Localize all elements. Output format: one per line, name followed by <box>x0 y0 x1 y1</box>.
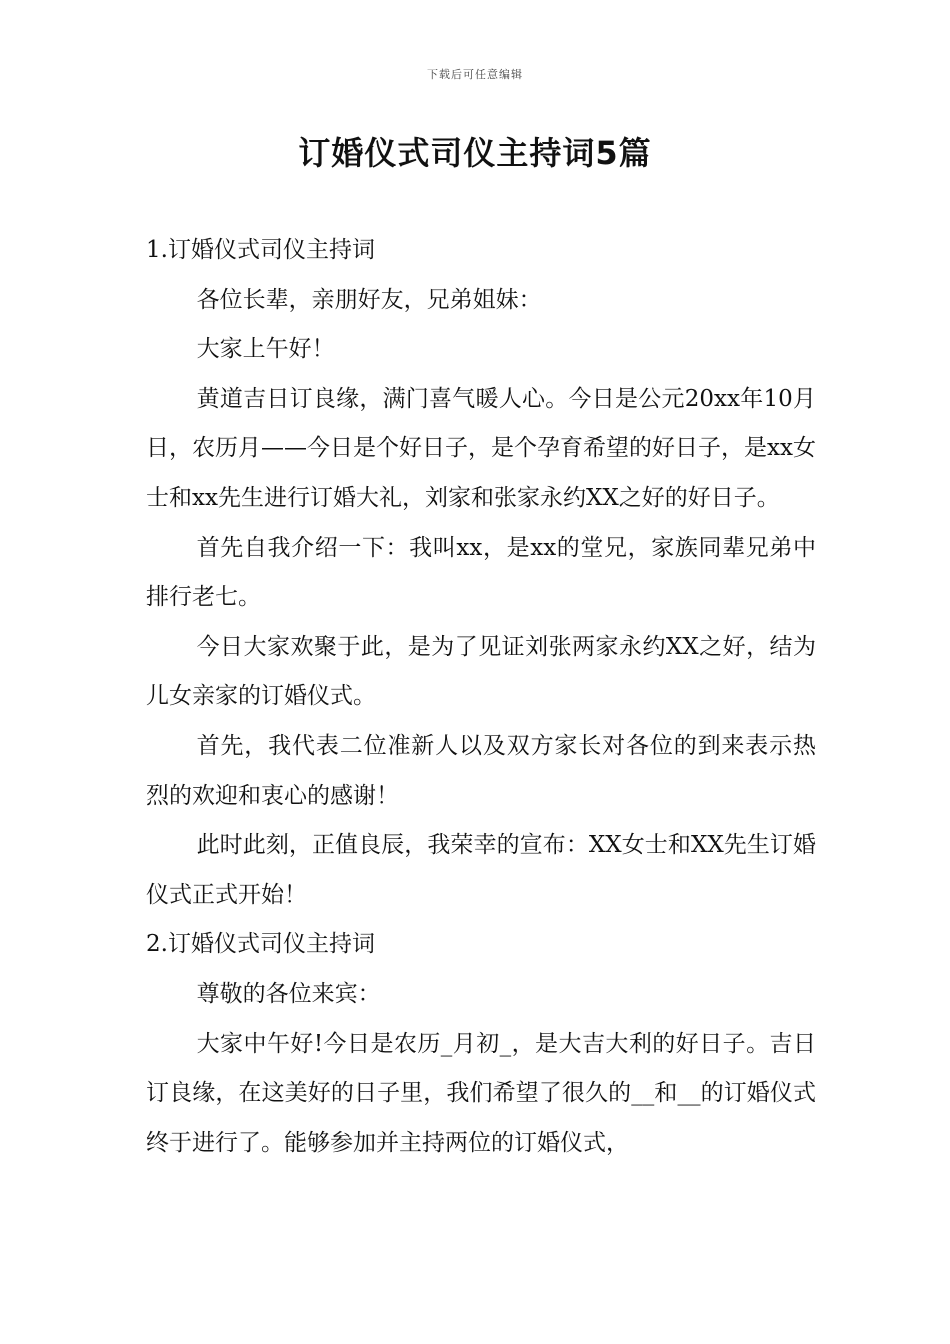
paragraph-guests: 尊敬的各位来宾： <box>196 980 381 1007</box>
paragraph-good-morning: 大家上午好！ <box>196 336 335 363</box>
paragraph-greeting: 各位长辈，亲朋好友，兄弟姐妹： <box>196 286 542 313</box>
paragraph-self-intro: 首先自我介绍一下：我叫xx，是xx的堂兄，家族同辈兄弟中排行老七。 <box>146 534 816 611</box>
paragraph-gathering: 今日大家欢聚于此，是为了见证刘张两家永约XX之好，结为儿女亲家的订婚仪式。 <box>146 633 816 710</box>
paragraph-noon-greeting: 大家中午好!今日是农历_月初_，是大吉大利的好日子。吉日订良缘，在这美好的日子里，我们希望了很久的__和__的订婚仪式终于进行了。能够参加并主持两位的订婚仪式， <box>146 1030 816 1156</box>
section-heading-2: 2.订婚仪式司仪主持词 <box>146 931 375 958</box>
paragraph-welcome: 首先，我代表二位准新人以及双方家长对各位的到来表示热烈的欢迎和衷心的感谢！ <box>146 732 816 809</box>
section-heading-1: 1.订婚仪式司仪主持词 <box>146 237 375 263</box>
paragraph-auspicious-day: 黄道吉日订良缘，满门喜气暖人心。今日是公元20xx年10月日，农历月——今日是个好日子，是个孕育希望的好日子，是xx女士和xx先生进行订婚大礼，刘家和张家永约XX之好的好日子。 <box>146 385 816 511</box>
paragraph-announcement: 此时此刻，正值良辰，我荣幸的宣布：XX女士和XX先生订婚仪式正式开始！ <box>146 832 816 908</box>
document-title: 订婚仪式司仪主持词5篇 <box>298 134 652 172</box>
document-body <box>146 226 816 1168</box>
header-note: 下载后可任意编辑 <box>427 68 523 81</box>
